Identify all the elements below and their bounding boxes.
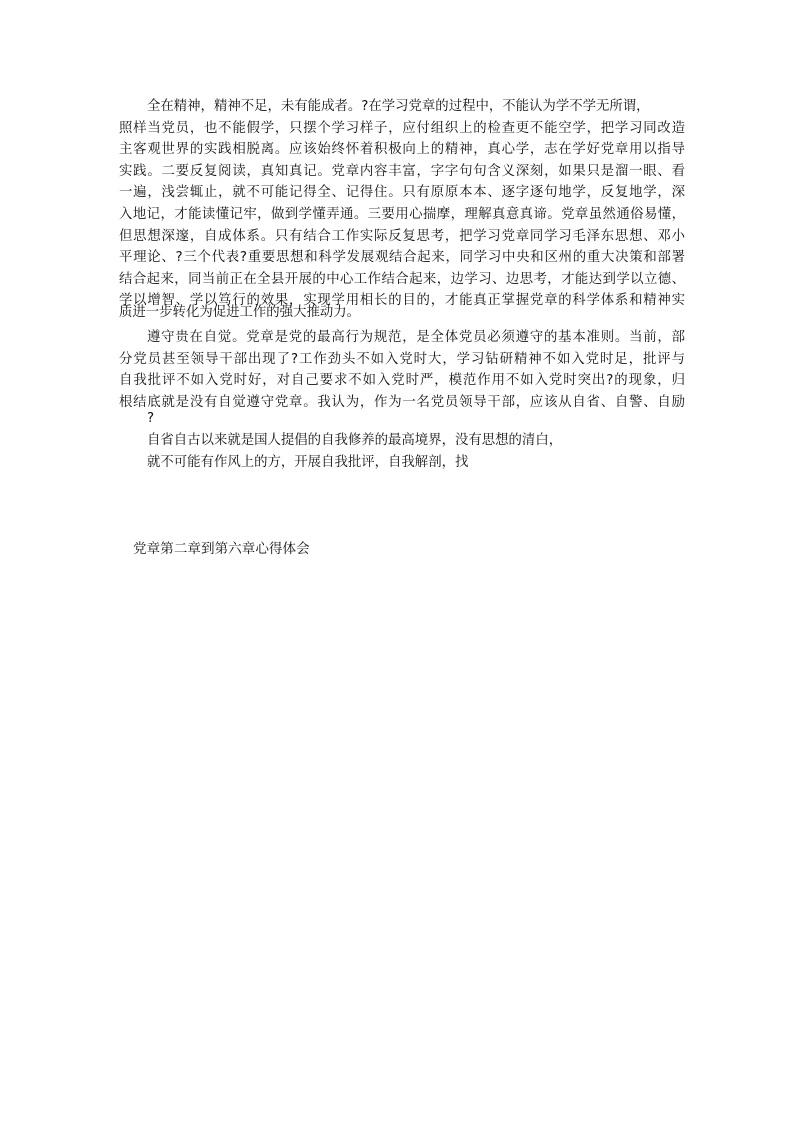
- paragraph-line: 结合起来，同当前正在全县开展的中心工作结合起来，边学习、边思考，才能达到学以立德、: [119, 271, 685, 287]
- paragraph-line: 根结底就是没有自觉遵守党章。我认为，作为一名党员领导干部，应该从自省、自警、自励: [119, 394, 685, 410]
- paragraph-line: 主客观世界的实践相脱离。应该始终怀着积极向上的精神，真心学，志在学好党章用以指导: [119, 142, 685, 158]
- paragraph-line: 照样当党员，也不能假学，只摆个学习样子，应付组织上的检查更不能空学，把学习同改造: [119, 120, 685, 136]
- paragraph-line: 自省自古以来就是国人提倡的自我修养的最高境界，没有思想的清白，: [147, 433, 563, 448]
- paragraph-line: 但思想深邃，自成体系。只有结合工作实际反复思考，把学习党章同学习毛泽东思想、邓小: [119, 228, 685, 244]
- paragraph-line: 入地记，才能读懂记牢，做到学懂弄通。三要用心揣摩，理解真意真谛。党章虽然通俗易懂，: [119, 207, 685, 222]
- paragraph-line: 实践。二要反复阅读，真知真记。党章内容丰富，字字句句含义深刻，如果只是溜一眼、看: [119, 163, 685, 179]
- paragraph-line: 自我批评不如入党时好，对自己要求不如入党时严，模范作用不如入党时突出?的现象，归: [119, 373, 685, 389]
- paragraph-line: 遵守贵在自觉。党章是党的最高行为规范，是全体党员必须遵守的基本准则。当前，部: [147, 330, 685, 345]
- paragraph-line: ?: [147, 411, 155, 426]
- paragraph-line: 平理论、?三个代表?重要思想和科学发展观结合起来，同学习中央和区州的重大决策和部署: [119, 250, 685, 266]
- document-title: 党章第二章到第六章心得体会: [133, 541, 310, 557]
- paragraph-line: 一遍，浅尝辄止，就不可能记得全、记得住。只有原原本本、逐字逐句地学，反复地学，深: [119, 185, 685, 201]
- paragraph-line: 质进一步转化为促进工作的强大推动力。: [119, 305, 361, 320]
- paragraph-line: 全在精神，精神不足，未有能成者。?在学习党章的过程中，不能认为学不学无所谓，: [147, 99, 650, 114]
- paragraph-line: 就不可能有作风上的方，开展自我批评，自我解剖，找: [147, 455, 469, 470]
- paragraph-line: 学以增智、学以笃行的效果，实现学用相长的目的，才能真正掌握党章的科学体系和精神实: [119, 293, 685, 309]
- paragraph-line: 分党员甚至领导干部出现了?工作劲头不如入党时大，学习钻研精神不如入党时足，批评与: [119, 351, 685, 367]
